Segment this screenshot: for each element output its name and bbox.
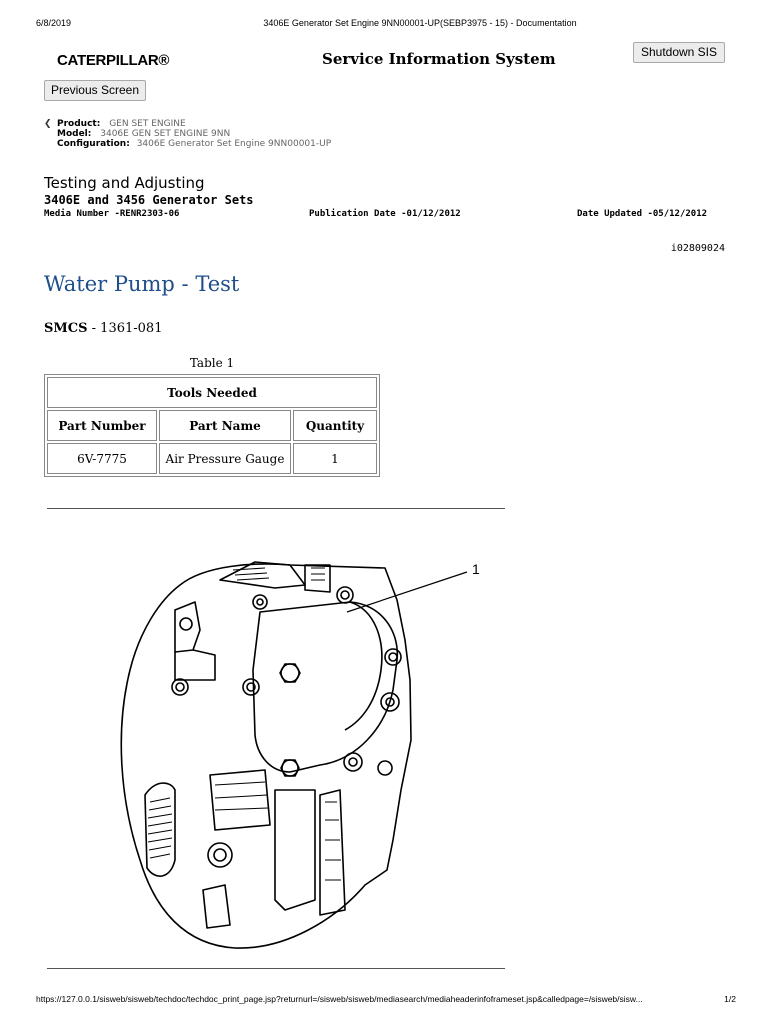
configuration-value: 3406E Generator Set Engine 9NN00001-UP [136,139,332,149]
product-value: GEN SET ENGINE [109,119,186,129]
print-date: 6/8/2019 [36,18,72,28]
previous-screen-button[interactable]: Previous Screen [44,80,146,101]
publication-date: Publication Date -01/12/2012 [309,209,461,219]
breadcrumb-model: Model: 3406E GEN SET ENGINE 9NN [57,129,231,139]
print-header [0,18,768,32]
part-name-cell: Air Pressure Gauge [159,443,291,474]
column-header: Quantity [293,410,377,441]
app-title: Service Information System [322,50,556,68]
page-number: 1/2 [724,994,736,1004]
document-subtitle: 3406E and 3456 Generator Sets [44,193,254,207]
breadcrumb-configuration: Configuration: 3406E Generator Set Engine 9NN00001-UP [57,139,332,149]
breadcrumb [44,119,331,149]
water-pump-illustration [115,540,495,950]
part-number-cell: 6V-7775 [47,443,157,474]
model-value: 3406E GEN SET ENGINE 9NN [100,129,231,139]
page-heading: Water Pump - Test [44,272,240,296]
tools-needed-table [44,374,380,477]
table-title: Tools Needed [47,377,377,408]
divider [47,968,505,969]
caterpillar-logo: CATERPILLAR® [57,52,170,69]
document-id: i02809024 [670,243,725,254]
divider [47,508,505,509]
column-header: Part Number [47,410,157,441]
quantity-cell: 1 [293,443,377,474]
breadcrumb-product: Product: GEN SET ENGINE [57,119,186,129]
smcs-value: - 1361-081 [87,321,163,336]
chevron-left-icon[interactable]: ❮ [44,119,52,129]
shutdown-sis-button[interactable]: Shutdown SIS [633,42,725,63]
smcs-code [44,321,162,336]
table-row [47,443,377,474]
table-caption: Table 1 [189,356,235,370]
section-title: Testing and Adjusting [44,174,205,192]
print-title: 3406E Generator Set Engine 9NN00001-UP(SEBP3975 - 15) - Documentation [263,18,577,28]
smcs-label: SMCS [44,321,88,336]
column-header: Part Name [159,410,291,441]
date-updated: Date Updated -05/12/2012 [577,209,708,219]
callout-label: 1 [472,561,480,577]
media-number: Media Number -RENR2303-06 [44,209,180,219]
page-url: https://127.0.0.1/sisweb/sisweb/techdoc/techdoc_print_page.jsp?returnurl=/sisweb/sisweb/mediasearch/mediaheaderinfoframeset.jsp&calledpage=/sisweb/sisw... [36,994,643,1004]
